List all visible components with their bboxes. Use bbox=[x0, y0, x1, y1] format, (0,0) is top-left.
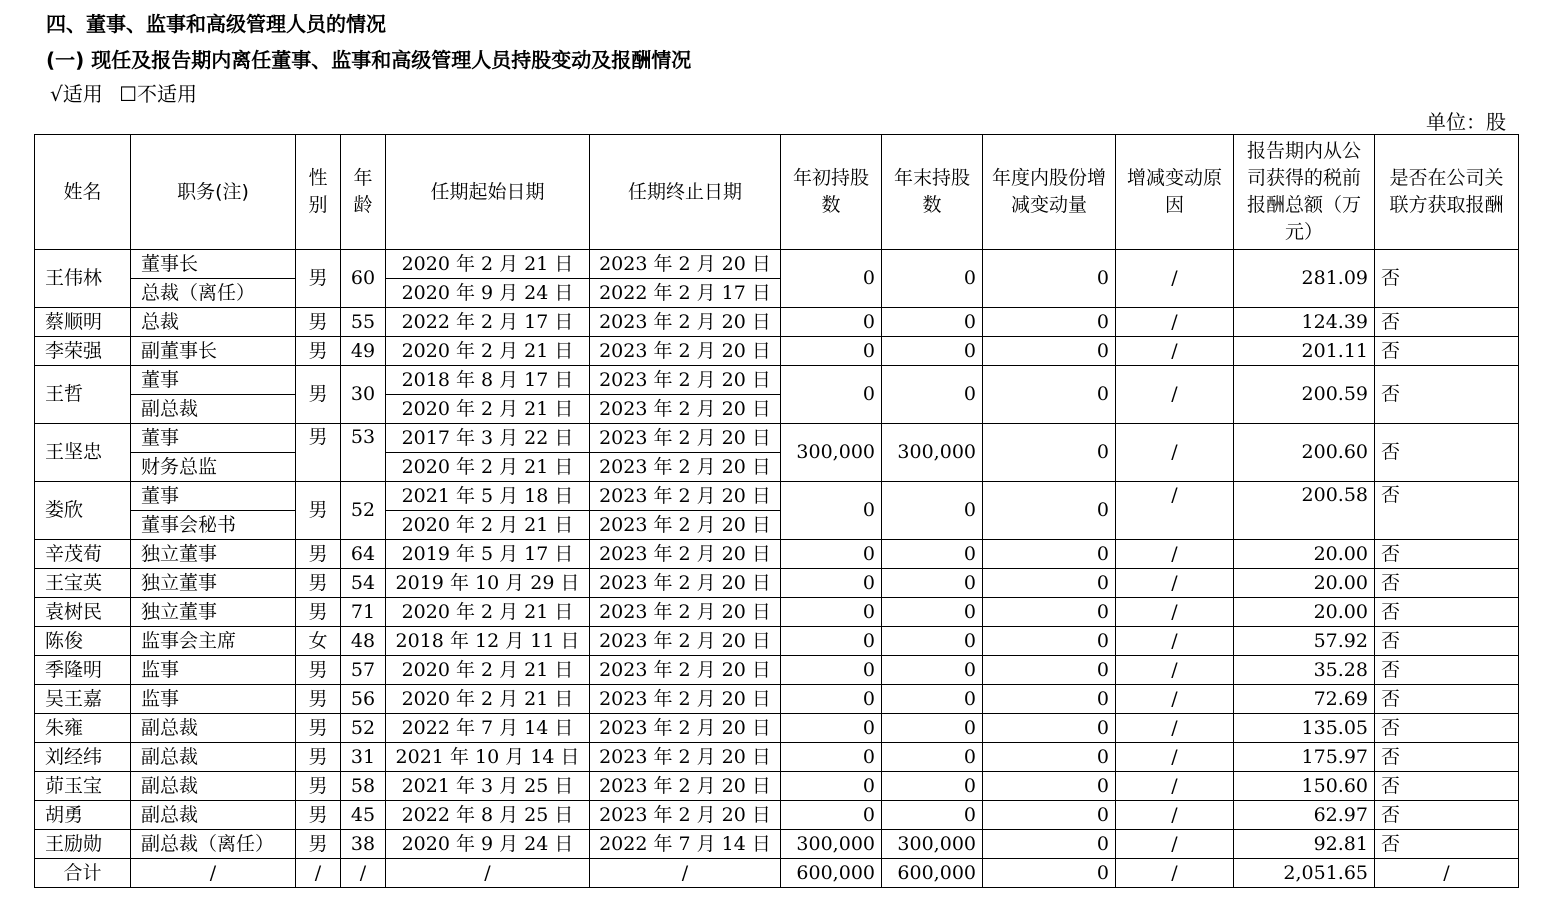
cell-related: 否 bbox=[1375, 772, 1519, 801]
cell-gender: 女 bbox=[296, 627, 341, 656]
total-end-shares: 600,000 bbox=[882, 859, 983, 888]
cell-age: 55 bbox=[341, 308, 386, 337]
cell-related: 否 bbox=[1375, 366, 1519, 424]
cell-age: 31 bbox=[341, 743, 386, 772]
cell-end: 2023 年 2 月 20 日 bbox=[590, 685, 781, 714]
cell-start: 2020 年 2 月 21 日 bbox=[386, 511, 590, 540]
cell-reason: / bbox=[1116, 743, 1234, 772]
cell-position: 董事 bbox=[131, 482, 296, 511]
cell-begin-shares: 300,000 bbox=[781, 830, 882, 859]
cell-age: 30 bbox=[341, 366, 386, 424]
cell-end: 2022 年 7 月 14 日 bbox=[590, 830, 781, 859]
cell-position: 监事会主席 bbox=[131, 627, 296, 656]
cell-position: 总裁 bbox=[131, 308, 296, 337]
cell-position: 副总裁 bbox=[131, 801, 296, 830]
total-position: / bbox=[131, 859, 296, 888]
cell-position: 董事会秘书 bbox=[131, 511, 296, 540]
cell-reason: / bbox=[1116, 540, 1234, 569]
cell-gender: 男 bbox=[296, 772, 341, 801]
cell-related: 否 bbox=[1375, 685, 1519, 714]
cell-end-shares: 300,000 bbox=[882, 830, 983, 859]
cell-pay: 92.81 bbox=[1234, 830, 1375, 859]
cell-start: 2020 年 2 月 21 日 bbox=[386, 250, 590, 279]
table-row bbox=[35, 772, 1519, 801]
cell-gender: 男 bbox=[296, 366, 341, 424]
col-header-position: 职务(注) bbox=[131, 135, 296, 250]
cell-age: 49 bbox=[341, 337, 386, 366]
subsection-heading: (一) 现任及报告期内离任董事、监事和高级管理人员持股变动及报酬情况 bbox=[46, 48, 692, 72]
table-row bbox=[35, 627, 1519, 656]
cell-end: 2023 年 2 月 20 日 bbox=[590, 714, 781, 743]
total-related: / bbox=[1375, 859, 1519, 888]
cell-pay: 175.97 bbox=[1234, 743, 1375, 772]
cell-position: 独立董事 bbox=[131, 569, 296, 598]
total-end: / bbox=[590, 859, 781, 888]
table-row bbox=[35, 424, 1519, 453]
col-header-pay: 报告期内从公司获得的税前报酬总额（万元） bbox=[1234, 135, 1375, 250]
cell-end-shares: 0 bbox=[882, 743, 983, 772]
cell-related: 否 bbox=[1375, 250, 1519, 308]
cell-start: 2021 年 5 月 18 日 bbox=[386, 482, 590, 511]
cell-name: 王坚忠 bbox=[35, 424, 131, 482]
cell-start: 2020 年 2 月 21 日 bbox=[386, 685, 590, 714]
cell-end: 2023 年 2 月 20 日 bbox=[590, 743, 781, 772]
cell-start: 2022 年 8 月 25 日 bbox=[386, 801, 590, 830]
cell-related: 否 bbox=[1375, 569, 1519, 598]
cell-begin-shares: 0 bbox=[781, 772, 882, 801]
cell-change: 0 bbox=[983, 250, 1116, 308]
cell-pay: 20.00 bbox=[1234, 540, 1375, 569]
cell-age: 52 bbox=[341, 714, 386, 743]
cell-name: 辛茂荀 bbox=[35, 540, 131, 569]
cell-reason: / bbox=[1116, 482, 1234, 540]
cell-name: 刘经纬 bbox=[35, 743, 131, 772]
holdings-table bbox=[34, 134, 1519, 888]
cell-name: 袁树民 bbox=[35, 598, 131, 627]
cell-start: 2018 年 12 月 11 日 bbox=[386, 627, 590, 656]
cell-end-shares: 0 bbox=[882, 685, 983, 714]
cell-start: 2020 年 9 月 24 日 bbox=[386, 279, 590, 308]
cell-gender: 男 bbox=[296, 424, 341, 482]
cell-end: 2023 年 2 月 20 日 bbox=[590, 801, 781, 830]
cell-begin-shares: 0 bbox=[781, 685, 882, 714]
table-row bbox=[35, 714, 1519, 743]
cell-reason: / bbox=[1116, 772, 1234, 801]
cell-begin-shares: 300,000 bbox=[781, 424, 882, 482]
cell-pay: 62.97 bbox=[1234, 801, 1375, 830]
cell-age: 53 bbox=[341, 424, 386, 482]
cell-end-shares: 0 bbox=[882, 569, 983, 598]
cell-start: 2017 年 3 月 22 日 bbox=[386, 424, 590, 453]
cell-position: 董事长 bbox=[131, 250, 296, 279]
cell-related: 否 bbox=[1375, 424, 1519, 482]
cell-gender: 男 bbox=[296, 656, 341, 685]
cell-name: 王哲 bbox=[35, 366, 131, 424]
cell-change: 0 bbox=[983, 743, 1116, 772]
cell-position: 财务总监 bbox=[131, 453, 296, 482]
cell-age: 54 bbox=[341, 569, 386, 598]
table-row bbox=[35, 482, 1519, 511]
cell-end-shares: 0 bbox=[882, 308, 983, 337]
cell-pay: 281.09 bbox=[1234, 250, 1375, 308]
cell-change: 0 bbox=[983, 598, 1116, 627]
table-total-row bbox=[35, 859, 1519, 888]
cell-change: 0 bbox=[983, 772, 1116, 801]
cell-change: 0 bbox=[983, 482, 1116, 540]
cell-end-shares: 0 bbox=[882, 714, 983, 743]
cell-end: 2023 年 2 月 20 日 bbox=[590, 540, 781, 569]
col-header-start: 任期起始日期 bbox=[386, 135, 590, 250]
cell-position: 总裁（离任） bbox=[131, 279, 296, 308]
cell-change: 0 bbox=[983, 337, 1116, 366]
cell-position: 副董事长 bbox=[131, 337, 296, 366]
table-row bbox=[35, 250, 1519, 279]
cell-gender: 男 bbox=[296, 540, 341, 569]
cell-name: 王宝英 bbox=[35, 569, 131, 598]
cell-end-shares: 0 bbox=[882, 540, 983, 569]
cell-gender: 男 bbox=[296, 830, 341, 859]
cell-age: 71 bbox=[341, 598, 386, 627]
cell-name: 娄欣 bbox=[35, 482, 131, 540]
cell-related: 否 bbox=[1375, 337, 1519, 366]
cell-start: 2019 年 5 月 17 日 bbox=[386, 540, 590, 569]
cell-age: 57 bbox=[341, 656, 386, 685]
cell-reason: / bbox=[1116, 250, 1234, 308]
cell-pay: 20.00 bbox=[1234, 598, 1375, 627]
table-row bbox=[35, 656, 1519, 685]
cell-pay: 200.60 bbox=[1234, 424, 1375, 482]
cell-gender: 男 bbox=[296, 714, 341, 743]
cell-begin-shares: 0 bbox=[781, 598, 882, 627]
cell-position: 董事 bbox=[131, 366, 296, 395]
cell-related: 否 bbox=[1375, 743, 1519, 772]
total-begin-shares: 600,000 bbox=[781, 859, 882, 888]
table-row bbox=[35, 685, 1519, 714]
cell-age: 45 bbox=[341, 801, 386, 830]
cell-end: 2023 年 2 月 20 日 bbox=[590, 424, 781, 453]
cell-begin-shares: 0 bbox=[781, 743, 882, 772]
cell-position: 副总裁 bbox=[131, 395, 296, 424]
cell-end: 2023 年 2 月 20 日 bbox=[590, 250, 781, 279]
cell-gender: 男 bbox=[296, 743, 341, 772]
cell-gender: 男 bbox=[296, 337, 341, 366]
cell-reason: / bbox=[1116, 424, 1234, 482]
cell-age: 38 bbox=[341, 830, 386, 859]
cell-start: 2018 年 8 月 17 日 bbox=[386, 366, 590, 395]
cell-age: 56 bbox=[341, 685, 386, 714]
total-age: / bbox=[341, 859, 386, 888]
table-row bbox=[35, 598, 1519, 627]
cell-start: 2020 年 2 月 21 日 bbox=[386, 656, 590, 685]
cell-related: 否 bbox=[1375, 482, 1519, 540]
cell-end: 2023 年 2 月 20 日 bbox=[590, 366, 781, 395]
cell-start: 2020 年 2 月 21 日 bbox=[386, 337, 590, 366]
cell-end: 2023 年 2 月 20 日 bbox=[590, 656, 781, 685]
table-row bbox=[35, 743, 1519, 772]
cell-begin-shares: 0 bbox=[781, 250, 882, 308]
cell-begin-shares: 0 bbox=[781, 540, 882, 569]
cell-age: 64 bbox=[341, 540, 386, 569]
cell-name: 陈俊 bbox=[35, 627, 131, 656]
cell-end: 2023 年 2 月 20 日 bbox=[590, 337, 781, 366]
cell-related: 否 bbox=[1375, 830, 1519, 859]
section-heading: 四、董事、监事和高级管理人员的情况 bbox=[46, 12, 386, 36]
table-row bbox=[35, 337, 1519, 366]
cell-begin-shares: 0 bbox=[781, 714, 882, 743]
cell-start: 2019 年 10 月 29 日 bbox=[386, 569, 590, 598]
cell-change: 0 bbox=[983, 656, 1116, 685]
cell-begin-shares: 0 bbox=[781, 366, 882, 424]
cell-pay: 57.92 bbox=[1234, 627, 1375, 656]
col-header-name: 姓名 bbox=[35, 135, 131, 250]
cell-change: 0 bbox=[983, 685, 1116, 714]
total-gender: / bbox=[296, 859, 341, 888]
cell-end-shares: 0 bbox=[882, 627, 983, 656]
cell-change: 0 bbox=[983, 366, 1116, 424]
cell-related: 否 bbox=[1375, 656, 1519, 685]
cell-change: 0 bbox=[983, 540, 1116, 569]
cell-gender: 男 bbox=[296, 482, 341, 540]
cell-related: 否 bbox=[1375, 627, 1519, 656]
cell-name: 胡勇 bbox=[35, 801, 131, 830]
cell-begin-shares: 0 bbox=[781, 569, 882, 598]
cell-position: 董事 bbox=[131, 424, 296, 453]
cell-begin-shares: 0 bbox=[781, 656, 882, 685]
cell-gender: 男 bbox=[296, 598, 341, 627]
cell-change: 0 bbox=[983, 627, 1116, 656]
total-reason: / bbox=[1116, 859, 1234, 888]
cell-end-shares: 0 bbox=[882, 772, 983, 801]
cell-end: 2023 年 2 月 20 日 bbox=[590, 482, 781, 511]
cell-end-shares: 300,000 bbox=[882, 424, 983, 482]
cell-begin-shares: 0 bbox=[781, 801, 882, 830]
applicable-unchecked: ☐不适用 bbox=[119, 82, 198, 106]
cell-change: 0 bbox=[983, 714, 1116, 743]
cell-gender: 男 bbox=[296, 801, 341, 830]
cell-end: 2023 年 2 月 20 日 bbox=[590, 453, 781, 482]
cell-start: 2021 年 10 月 14 日 bbox=[386, 743, 590, 772]
col-header-reason: 增减变动原因 bbox=[1116, 135, 1234, 250]
cell-end: 2023 年 2 月 20 日 bbox=[590, 627, 781, 656]
cell-pay: 150.60 bbox=[1234, 772, 1375, 801]
cell-reason: / bbox=[1116, 714, 1234, 743]
cell-end: 2023 年 2 月 20 日 bbox=[590, 772, 781, 801]
cell-related: 否 bbox=[1375, 540, 1519, 569]
cell-end-shares: 0 bbox=[882, 366, 983, 424]
table-header bbox=[35, 135, 1519, 250]
cell-related: 否 bbox=[1375, 714, 1519, 743]
cell-name: 蔡顺明 bbox=[35, 308, 131, 337]
cell-begin-shares: 0 bbox=[781, 482, 882, 540]
cell-name: 季隆明 bbox=[35, 656, 131, 685]
cell-position: 独立董事 bbox=[131, 598, 296, 627]
cell-reason: / bbox=[1116, 627, 1234, 656]
cell-begin-shares: 0 bbox=[781, 627, 882, 656]
cell-related: 否 bbox=[1375, 308, 1519, 337]
cell-related: 否 bbox=[1375, 801, 1519, 830]
cell-end: 2023 年 2 月 20 日 bbox=[590, 395, 781, 424]
cell-pay: 124.39 bbox=[1234, 308, 1375, 337]
cell-end: 2022 年 2 月 17 日 bbox=[590, 279, 781, 308]
cell-end-shares: 0 bbox=[882, 482, 983, 540]
cell-reason: / bbox=[1116, 801, 1234, 830]
cell-end-shares: 0 bbox=[882, 250, 983, 308]
cell-pay: 200.58 bbox=[1234, 482, 1375, 540]
cell-age: 60 bbox=[341, 250, 386, 308]
col-header-end: 任期终止日期 bbox=[590, 135, 781, 250]
cell-position: 副总裁 bbox=[131, 743, 296, 772]
cell-gender: 男 bbox=[296, 685, 341, 714]
unit-label: 单位：股 bbox=[1426, 110, 1506, 134]
applicable-options bbox=[50, 78, 207, 107]
cell-position: 独立董事 bbox=[131, 540, 296, 569]
cell-start: 2020 年 2 月 21 日 bbox=[386, 453, 590, 482]
cell-begin-shares: 0 bbox=[781, 308, 882, 337]
total-start: / bbox=[386, 859, 590, 888]
cell-reason: / bbox=[1116, 337, 1234, 366]
cell-related: 否 bbox=[1375, 598, 1519, 627]
cell-age: 48 bbox=[341, 627, 386, 656]
cell-reason: / bbox=[1116, 308, 1234, 337]
cell-end-shares: 0 bbox=[882, 337, 983, 366]
cell-start: 2020 年 2 月 21 日 bbox=[386, 395, 590, 424]
cell-reason: / bbox=[1116, 598, 1234, 627]
col-header-gender: 性别 bbox=[296, 135, 341, 250]
cell-name: 茆玉宝 bbox=[35, 772, 131, 801]
cell-name: 王伟林 bbox=[35, 250, 131, 308]
cell-position: 副总裁 bbox=[131, 714, 296, 743]
cell-name: 朱雍 bbox=[35, 714, 131, 743]
cell-end-shares: 0 bbox=[882, 801, 983, 830]
col-header-end-shares: 年末持股数 bbox=[882, 135, 983, 250]
col-header-age: 年龄 bbox=[341, 135, 386, 250]
cell-position: 副总裁 bbox=[131, 772, 296, 801]
cell-gender: 男 bbox=[296, 250, 341, 308]
cell-pay: 200.59 bbox=[1234, 366, 1375, 424]
cell-reason: / bbox=[1116, 685, 1234, 714]
cell-start: 2020 年 2 月 21 日 bbox=[386, 598, 590, 627]
cell-end: 2023 年 2 月 20 日 bbox=[590, 569, 781, 598]
cell-start: 2021 年 3 月 25 日 bbox=[386, 772, 590, 801]
cell-age: 52 bbox=[341, 482, 386, 540]
total-pay: 2,051.65 bbox=[1234, 859, 1375, 888]
applicable-checked: √适用 bbox=[50, 82, 103, 106]
cell-pay: 201.11 bbox=[1234, 337, 1375, 366]
cell-gender: 男 bbox=[296, 569, 341, 598]
cell-pay: 135.05 bbox=[1234, 714, 1375, 743]
cell-name: 王励勋 bbox=[35, 830, 131, 859]
cell-reason: / bbox=[1116, 366, 1234, 424]
cell-gender: 男 bbox=[296, 308, 341, 337]
cell-start: 2020 年 9 月 24 日 bbox=[386, 830, 590, 859]
cell-end-shares: 0 bbox=[882, 598, 983, 627]
cell-name: 李荣强 bbox=[35, 337, 131, 366]
cell-position: 监事 bbox=[131, 685, 296, 714]
col-header-change: 年度内股份增减变动量 bbox=[983, 135, 1116, 250]
table-row bbox=[35, 801, 1519, 830]
cell-end-shares: 0 bbox=[882, 656, 983, 685]
cell-change: 0 bbox=[983, 801, 1116, 830]
cell-end: 2023 年 2 月 20 日 bbox=[590, 598, 781, 627]
cell-start: 2022 年 2 月 17 日 bbox=[386, 308, 590, 337]
cell-change: 0 bbox=[983, 308, 1116, 337]
cell-end: 2023 年 2 月 20 日 bbox=[590, 511, 781, 540]
table-row bbox=[35, 569, 1519, 598]
cell-position: 副总裁（离任） bbox=[131, 830, 296, 859]
cell-reason: / bbox=[1116, 569, 1234, 598]
cell-pay: 20.00 bbox=[1234, 569, 1375, 598]
total-change: 0 bbox=[983, 859, 1116, 888]
cell-reason: / bbox=[1116, 830, 1234, 859]
table-row bbox=[35, 830, 1519, 859]
col-header-begin-shares: 年初持股数 bbox=[781, 135, 882, 250]
cell-name: 吴王嘉 bbox=[35, 685, 131, 714]
table-row bbox=[35, 540, 1519, 569]
cell-position: 监事 bbox=[131, 656, 296, 685]
total-label: 合计 bbox=[35, 859, 131, 888]
cell-reason: / bbox=[1116, 656, 1234, 685]
cell-pay: 72.69 bbox=[1234, 685, 1375, 714]
cell-age: 58 bbox=[341, 772, 386, 801]
cell-change: 0 bbox=[983, 569, 1116, 598]
table-row bbox=[35, 308, 1519, 337]
cell-pay: 35.28 bbox=[1234, 656, 1375, 685]
col-header-related: 是否在公司关联方获取报酬 bbox=[1375, 135, 1519, 250]
cell-begin-shares: 0 bbox=[781, 337, 882, 366]
cell-change: 0 bbox=[983, 830, 1116, 859]
cell-end: 2023 年 2 月 20 日 bbox=[590, 308, 781, 337]
table-row bbox=[35, 366, 1519, 395]
cell-start: 2022 年 7 月 14 日 bbox=[386, 714, 590, 743]
cell-change: 0 bbox=[983, 424, 1116, 482]
